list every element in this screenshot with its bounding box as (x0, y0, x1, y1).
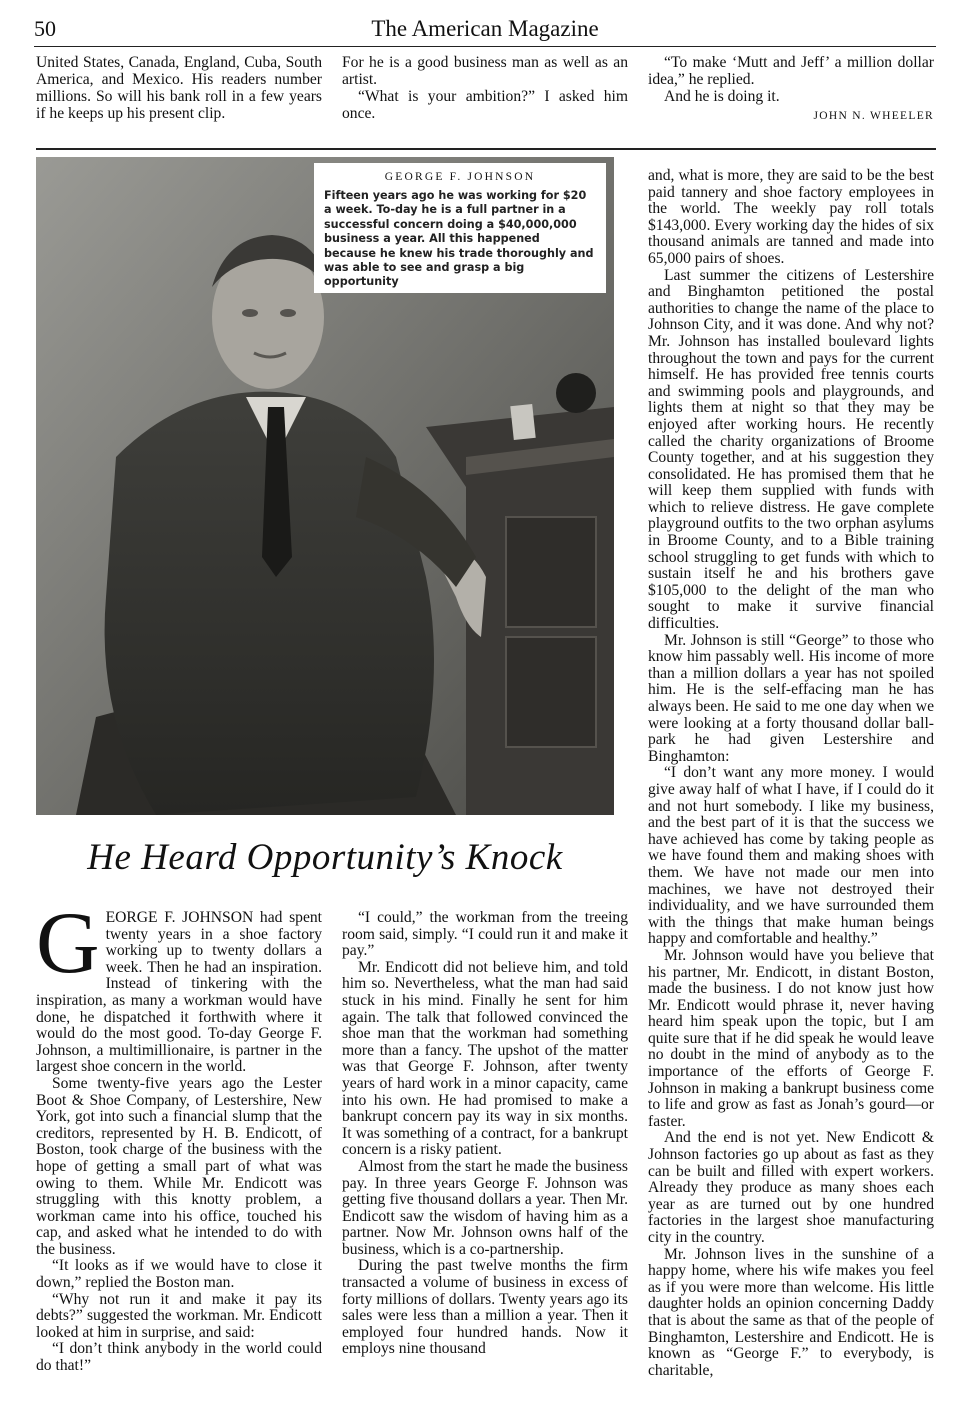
article-paragraph: Mr. Endicott did not believe him, and told him so. Nevertheless, what the man had said stuck in his mind. Finally he sent for him again. The talk that followed convinced the shoe man that the workman had something more than a fancy. The upshot of the matter was that George F. Johnson, after twenty years of hard work in a minor capacity, came into his own. He had promised to make a bankrupt concern pay its way in six months. It was something of a contract, for a bankrupt concern is a risky patient. (342, 958, 628, 1159)
article-col-1 (36, 895, 322, 1375)
photo-caption (314, 163, 606, 293)
drop-cap: G (36, 895, 100, 992)
prev-article-author: JOHN N. WHEELER (813, 110, 934, 122)
caption-title: GEORGE F. JOHNSON (384, 171, 536, 183)
running-head (34, 16, 936, 42)
prev-article-text: For he is a good business man as well as an artist. (342, 54, 628, 88)
article-paragraph: Last summer the citizens of Lestershire and Binghamton petitioned the postal authorities to change the name of the place to Johnson City, and it was done. And why not? Mr. Johnson has installed boulevard lights throughout the town and pays for the current himself. He has provided free tennis courts and swimming pools and playgrounds, and lights them at night so that they may be enjoyed after working hours. He recently called the charity organizations of Broome County together, and at his suggestion they consolidated. He has promised them that he will keep them supplied with funds with which to relieve distress. He gave complete playground outfits to the two orphan asylums in Broome County, and to a Bible training school struggling to get funds with which to sustain itself he and his brothers gave $105,000 to the delight of the man who sought to make it survive financial difficulties. (648, 266, 934, 633)
magazine-title: The American Magazine (371, 16, 599, 41)
article-paragraph: “It looks as if we would have to close it down,” replied the Boston man. (36, 1257, 322, 1292)
article-paragraph: “I don’t think anybody in the world could do that!” (36, 1340, 322, 1375)
article-paragraph: “I could,” the workman from the treeing room said, simply. “I could run it and make it pay.” (342, 909, 628, 960)
article-paragraph: Mr. Johnson lives in the sunshine of a happy home, where his wife makes you feel as if you were more than welcome. His little daughter holds an opinion concerning Daddy that is about the same as that of the people of Binghamton, Lestershire and Endicott. He is known as “George F.” to everybody, is charitable, (648, 1245, 934, 1379)
header-rule (34, 46, 936, 47)
prev-article-col-2 (342, 54, 628, 122)
prev-article-text: “What is your ambition?” I asked him once. (342, 88, 628, 122)
page-number: 50 (34, 16, 56, 41)
article-paragraph: “Why not run it and make it pay its debts?” suggested the workman. Mr. Endicott looked at him in surprise, and said: (36, 1290, 322, 1341)
prev-article-col-3 (648, 54, 934, 125)
article-paragraph: And the end is not yet. New Endicott & Johnson factories go up about as fast as they can be built and filled with expert workers. Already they produce as many shoes each year as are turned out by one hundred factories in the largest shoe manufacturing city in the country. (648, 1129, 934, 1246)
article-paragraph: Mr. Johnson would have you believe that his partner, Mr. Endicott, in distant Boston, made the business. I do not know just how Mr. Endicott would phrase it, never having heard him speak upon the topic, but I am quite sure that if he did speak he would leave no doubt in the mind of anybody as to the importance of the efforts of George F. Johnson in making a bankrupt business come to life and grow as fast as Jonah’s gourd—or faster. (648, 946, 934, 1130)
article-paragraph: and, what is more, they are said to be the best paid tannery and shoe factory employees in the world. The weekly pay roll totals $143,000. Every working day the hides of six thousand animals are tanned and made into 65,000 pairs of shoes. (648, 167, 934, 267)
article-paragraph (36, 895, 322, 1076)
article-paragraph: During the past twelve months the firm transacted a volume of business in excess of forty millions of dollars. Twenty years ago its sales were less than a million a year. Then it employed four hundred hands. Now it employs nine thousand (342, 1257, 628, 1358)
article-paragraph-text: EORGE F. JOHNSON had spent twenty years in a shoe factory working up to twenty dollars a week. Then he had an inspiration. Instead of tinkering with the inspiration, as many a workman would have done, he dispatched it forthwith where it would do the most good. To-day George F. Johnson, a multimillionaire, is partner in the largest shoe concern in the world. (36, 909, 322, 1076)
article-paragraph: “I don’t want any more money. I would give away half of what I have, if I could do it and not hurt somebody. I like my business, and the best part of it is that the success we have achieved has come by taking people as we have found them and making shoes with them. We have not made our men into machines, we have not destroyed their individuality, and we have surrounded them with the things that make human beings happy and comfortable and healthy.” (648, 764, 934, 948)
caption-text: Fifteen years ago he was working for $20 a week. To-day he is a full partner in a successful concern doing a $40,000,000 business a year. All this happened because he knew his trade thoroughly and was able to see and grasp a big opportunity (324, 189, 594, 289)
article-col-2 (342, 910, 628, 1358)
article-headline: He Heard Opportunity’s Knock (87, 837, 563, 878)
prev-article-text: United States, Canada, England, Cuba, South America, and Mexico. His readers number millions. So will his bank roll in a few years if he keeps up his present clip. (36, 54, 322, 122)
portrait-photo (36, 157, 614, 815)
prev-article-col-1 (36, 54, 322, 122)
prev-article-text: “To make ‘Mutt and Jeff’ a million dollar idea,” he replied. (648, 54, 934, 88)
section-rule (36, 148, 936, 150)
article-paragraph: Some twenty-five years ago the Lester Boot & Shoe Company, of Lestershire, New York, got into such a financial slump that the creditors, represented by H. B. Endicott, of Boston, took charge of the business with the hope of getting a small part of what was owing to them. While Mr. Endicott was struggling with this knotty problem, a workman came into his office, touched his cap, and asked what he intended to do with the business. (36, 1074, 322, 1258)
article-col-3 (648, 168, 934, 1379)
prev-article-text: And he is doing it. (664, 88, 780, 105)
article-paragraph: Almost from the start he made the business pay. In three years George F. Johnson was getting five thousand dollars a year. Then Mr. Endicott saw the wisdom of having him as a partner. Now Mr. Johnson owns half of the business, which is a co-partnership. (342, 1157, 628, 1258)
article-paragraph: Mr. Johnson is still “George” to those who know him passably well. His income of more than a million dollars a year has not spoiled him. He is the self-effacing man he has always been. He said to me one day when we were looking at a forty thousand dollar ball-park he had given Lestershire and Binghamton: (648, 631, 934, 765)
